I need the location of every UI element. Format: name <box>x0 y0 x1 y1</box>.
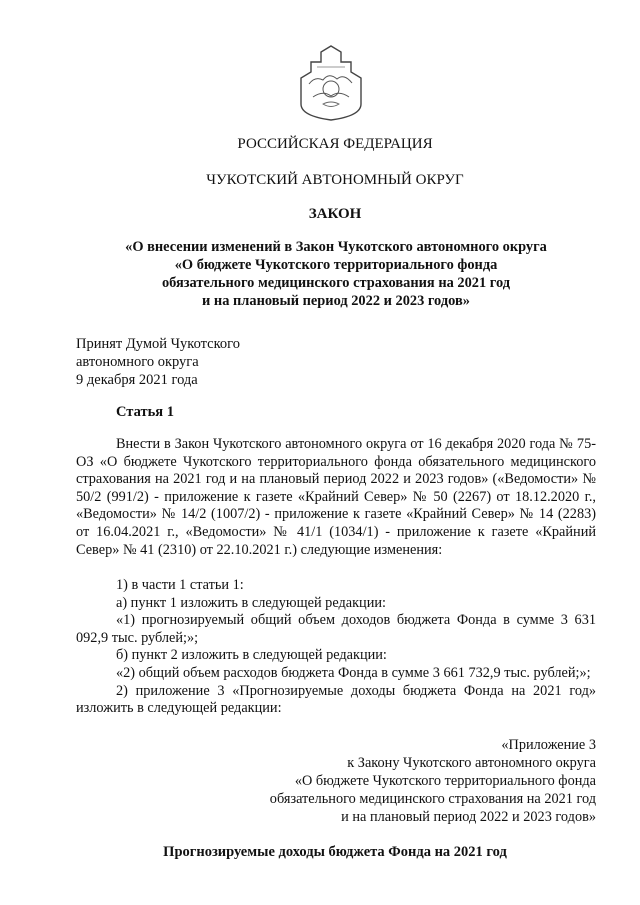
article-intro-paragraph: Внести в Закон Чукотского автономного округа от 16 декабря 2020 года № 75-ОЗ «О бюджете Чукотского территориального фонда обязательного медицинского страхования на 2021 год и на плановый период 2022 и 2023 годов» («Ведомости» № 50/2 (991/2) - приложение к газете «Крайний Север» № 50 (2267) от 18.12.2020 г., «Ведомости» № 14/2 (1007/2) - приложение к газете «Крайний Север» № 14 (2283) от 16.04.2021 г., «Ведомости» № 41/1 (1034/1) - приложение к газете «Крайний Север» № 41 (2310) от 22.10.2021 г.) следующие изменения: <box>76 436 596 558</box>
appendix-line: к Закону Чукотского автономного округа <box>347 755 596 771</box>
law-title-line: обязательного медицинского страхования на 2021 год <box>161 275 511 291</box>
coat-of-arms-icon <box>295 42 367 124</box>
law-title-line: «О бюджете Чукотского территориального фонда <box>174 257 498 273</box>
appendix-line: обязательного медицинского страхования на 2021 год <box>269 791 596 807</box>
list-item: б) пункт 2 изложить в следующей редакции: <box>116 647 387 664</box>
appendix-line: «Приложение 3 <box>501 737 596 753</box>
article-heading: Статья 1 <box>116 404 174 420</box>
adoption-info <box>76 335 306 389</box>
appendix-line: «О бюджете Чукотского территориального фонда <box>294 773 596 789</box>
list-item-text: «1) прогнозируемый общий объем доходов бюджета Фонда в сумме 3 631 092,9 тыс. рублей;»; <box>76 612 596 646</box>
adoption-date: 9 декабря 2021 года <box>76 372 198 388</box>
section-title: Прогнозируемые доходы бюджета Фонда на 2021 год <box>163 844 507 860</box>
appendix-reference <box>206 736 596 826</box>
adoption-line: автономного округа <box>76 354 199 370</box>
law-title-line: «О внесении изменений в Закон Чукотского автономного округа <box>125 239 547 255</box>
adoption-line: Принят Думой Чукотского <box>76 336 241 352</box>
appendix-line: и на плановый период 2022 и 2023 годов» <box>341 809 596 825</box>
list-item: 2) приложение 3 «Прогнозируемые доходы бюджета Фонда на 2021 год» изложить в следующей редакции: <box>76 682 596 717</box>
law-title <box>76 238 596 310</box>
law-title-line: и на плановый период 2022 и 2023 годов» <box>202 293 470 309</box>
list-item: 1) в части 1 статьи 1: <box>116 577 244 593</box>
country-heading: РОССИЙСКАЯ ФЕДЕРАЦИЯ <box>237 136 433 152</box>
region-heading: ЧУКОТСКИЙ АВТОНОМНЫЙ ОКРУГ <box>206 172 464 188</box>
amendments-list <box>76 577 596 718</box>
document-type-heading: ЗАКОН <box>308 206 362 222</box>
list-item-text: «2) общий объем расходов бюджета Фонда в сумме 3 661 732,9 тыс. рублей;»; <box>116 664 591 681</box>
list-item: а) пункт 1 изложить в следующей редакции: <box>116 594 386 611</box>
